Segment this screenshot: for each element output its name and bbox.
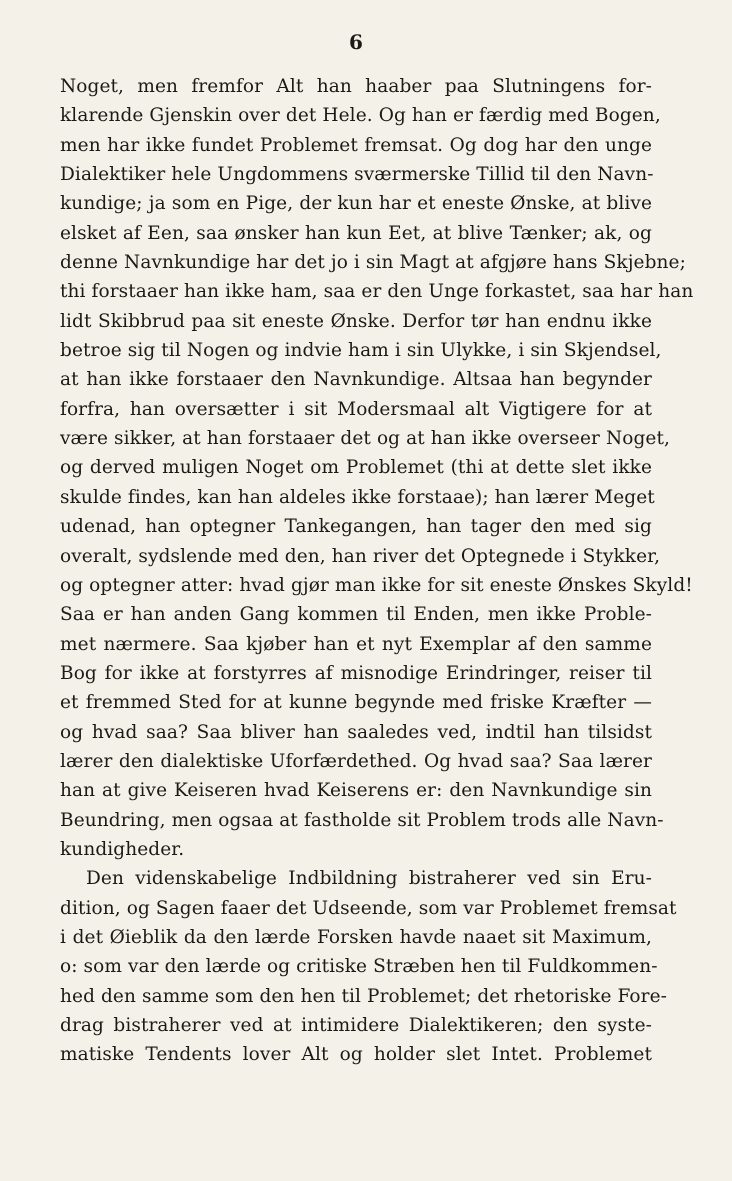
text-line: hed den samme som den hen til Problemet; det rhetoriske Fore- xyxy=(60,985,668,1007)
text-line: thi forstaaer han ikke ham, saa er den Unge forkastet, saa har han xyxy=(60,281,694,303)
text-line: Den videnskabelige Indbildning bistraherer ved sin Eru- xyxy=(86,868,652,890)
text-line: dition, og Sagen faaer det Udseende, som var Problemet fremsat xyxy=(60,897,677,919)
text-line: o: som var den lærde og critiske Stræben hen til Fuldkommen- xyxy=(60,956,658,978)
text-line: matiske Tendents lover Alt og holder slet Intet. Problemet xyxy=(60,1044,652,1066)
text-line: forfra, han oversætter i sit Modersmaal alt Vigtigere for at xyxy=(60,398,652,420)
text-line: men har ikke fundet Problemet fremsat. Og dog har den unge xyxy=(60,134,652,156)
text-line: Beundring, men ogsaa at fastholde sit Problem trods alle Navn- xyxy=(60,809,664,831)
text-line: betroe sig til Nogen og indvie ham i sin Ulykke, i sin Skjendsel, xyxy=(60,340,662,362)
text-line: lærer den dialektiske Uforfærdethed. Og hvad saa? Saa lærer xyxy=(60,750,652,772)
paragraph xyxy=(60,72,694,864)
text-line: i det Øieblik da den lærde Forsken havde naaet sit Maximum, xyxy=(60,926,652,948)
text-line: og optegner atter: hvad gjør man ikke for sit eneste Ønskes Skyld! xyxy=(60,574,693,596)
text-line: Bog for ikke at forstyrres af misnodige Erindringer, reiser til xyxy=(60,662,652,684)
body-text xyxy=(60,72,694,1070)
text-line: denne Navnkundige har det jo i sin Magt at afgjøre hans Skjebne; xyxy=(60,252,686,274)
text-line: og hvad saa? Saa bliver han saaledes ved, indtil han tilsidst xyxy=(60,721,652,743)
text-line: være sikker, at han forstaaer det og at han ikke overseer Noget, xyxy=(60,428,670,450)
text-line: Saa er han anden Gang kommen til Enden, men ikke Proble- xyxy=(60,604,652,626)
text-line: met nærmere. Saa kjøber han et nyt Exemplar af den samme xyxy=(60,633,652,655)
text-line: han at give Keiseren hvad Keiserens er: den Navnkundige sin xyxy=(60,780,652,802)
text-line: kundige; ja som en Pige, der kun har et eneste Ønske, at blive xyxy=(60,193,652,215)
text-line: klarende Gjenskin over det Hele. Og han er færdig med Bogen, xyxy=(60,105,661,127)
text-line: skulde findes, kan han aldeles ikke forstaae); han lærer Meget xyxy=(60,486,655,508)
text-line: at han ikke forstaaer den Navnkundige. Altsaa han begynder xyxy=(60,369,652,391)
page-number: 6 xyxy=(349,30,363,54)
text-line: og derved muligen Noget om Problemet (thi at dette slet ikke xyxy=(60,457,652,479)
text-line: kundigheder. xyxy=(60,838,185,860)
text-line: lidt Skibbrud paa sit eneste Ønske. Derfor tør han endnu ikke xyxy=(60,310,652,332)
text-line: udenad, han optegner Tankegangen, han tager den med sig xyxy=(60,516,652,538)
text-line: overalt, sydslende med den, han river det Optegnede i Stykker, xyxy=(60,545,661,567)
text-line: et fremmed Sted for at kunne begynde med friske Kræfter — xyxy=(60,692,652,714)
text-line: elsket af Een, saa ønsker han kun Eet, at blive Tænker; ak, og xyxy=(60,222,652,244)
text-line: Dialektiker hele Ungdommens sværmerske Tillid til den Navn- xyxy=(60,164,654,186)
text-line: Noget, men fremfor Alt han haaber paa Slutningens for- xyxy=(60,76,652,97)
paragraph xyxy=(60,864,677,1069)
text-line: drag bistraherer ved at intimidere Dialektikeren; den syste- xyxy=(60,1015,652,1036)
